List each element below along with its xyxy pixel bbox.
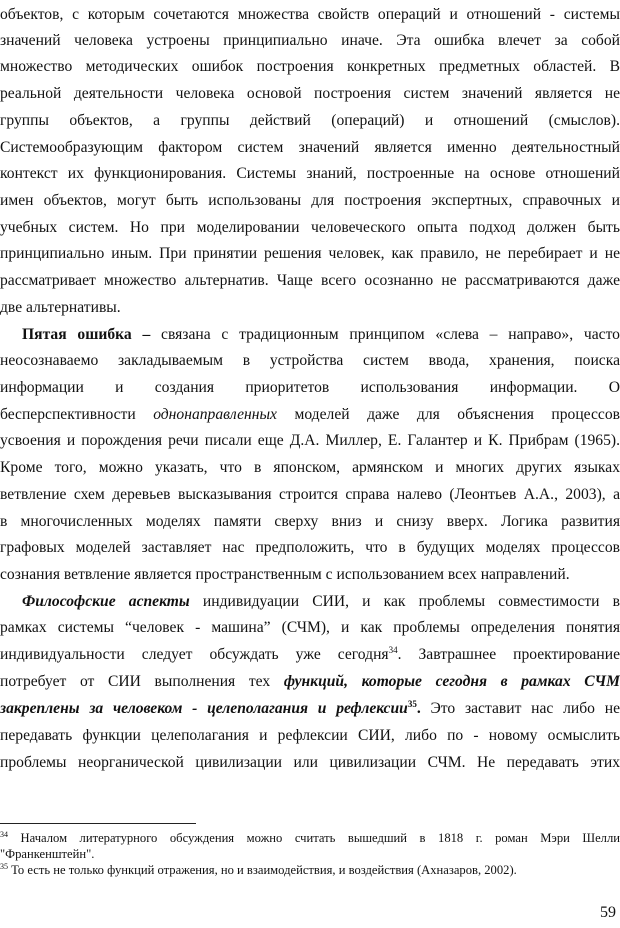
text-line: Системообразующим фактором систем значений является именно деятельностный bbox=[0, 139, 620, 156]
text-line: Пятая ошибка – связана с традиционным принципом «слева – направо», часто bbox=[22, 326, 620, 343]
text-line: проблемы неорганической цивилизации или цивилизации СЧМ. Не передавать этих bbox=[0, 754, 620, 771]
text-line: в многочисленных моделях памяти сверху вниз и снизу вверх. Логика развития bbox=[0, 513, 620, 530]
bold-italic-heading: Философские аспекты bbox=[22, 593, 190, 610]
text-line: реальной деятельности человека основой построения систем значений является не bbox=[0, 85, 620, 102]
text-line: графовых моделей заставляет нас предположить, что в будущих моделях процессов bbox=[0, 539, 620, 556]
footnote-divider bbox=[0, 823, 196, 824]
text-line: ветвление схем деревьев высказывания строится справа налево (Леонтьев А.А., 2003), а bbox=[0, 486, 620, 503]
text-line: множество методических ошибок построения конкретных предметных областей. В bbox=[0, 58, 620, 75]
text-line: неосознаваемо закладываемым в устройства систем ввода, хранения, поиска bbox=[0, 352, 620, 369]
bold-italic-phrase: функций, которые сегодня в рамках СЧМ bbox=[283, 673, 620, 690]
text-line: информации и создания приоритетов использования информации. О bbox=[0, 379, 620, 396]
footnote-ref-34: 34 bbox=[388, 644, 398, 655]
text-line: потребует от СИИ выполнения тех функций, которые сегодня в рамках СЧМ bbox=[0, 673, 620, 690]
bold-heading: Пятая ошибка – bbox=[22, 326, 151, 343]
text-line: учебных систем. Но при моделировании человеческого опыта подход должен быть bbox=[0, 219, 620, 236]
text-line: рассматривает множество альтернатив. Чаще всего осознанно не рассматриваются даже bbox=[0, 272, 620, 289]
footnote-34: $^{34}$ Началом литературного обсуждения можно считать вышедший в 1818 г. роман Мэри Шелли bbox=[0, 830, 620, 845]
text-line: передавать функции целеполагания и рефлексии СИИ, либо по - новому осмыслить bbox=[0, 727, 620, 744]
text-line: индивидуальности следует обсуждать уже сегодня$^{34}$. Завтрашнее проектирование bbox=[0, 644, 620, 663]
text-line: бесперспективности однонаправленных моделей даже для объяснения процессов bbox=[0, 406, 620, 423]
text-line: объектов, с которым сочетаются множества свойств операций и отношений - системы bbox=[0, 6, 620, 23]
italic-term: однонаправленных bbox=[153, 406, 277, 423]
footnote-ref-35: 35 bbox=[407, 698, 417, 709]
footnote-34-cont: "Франкенштейн". bbox=[0, 847, 95, 861]
text-line: Философские аспекты индивидуации СИИ, и как проблемы совместимости в bbox=[22, 593, 620, 610]
text-line: группы объектов, а группы действий (операций) и отношений (смыслов). bbox=[0, 112, 620, 129]
text-line: усвоения и порождения речи писали еще Д.А. Миллер, Е. Галантер и К. Прибрам (1965). bbox=[0, 432, 620, 449]
text-line: закреплены за человеком - целеполагания и рефлексии$^{35}$. Это заставит нас либо не bbox=[0, 698, 620, 717]
text-line: сознания ветвление является пространственным с использованием всех направлений. bbox=[0, 566, 570, 583]
text-line: рамках системы “человек - машина” (СЧМ), и как проблемы определения понятия bbox=[0, 619, 620, 636]
page-number: 59 bbox=[600, 904, 616, 921]
text-line: имен объектов, могут быть использованы для построения экспертных, справочных и bbox=[0, 192, 620, 209]
text-line: Кроме того, можно указать, что в японском, армянском и многих других языках bbox=[0, 459, 620, 476]
text-line: значений человека устроены принципиально иначе. Эта ошибка влечет за собой bbox=[0, 32, 620, 49]
text-line: две альтернативы. bbox=[0, 299, 121, 316]
bold-italic-phrase: закреплены за человеком - целеполагания и рефлексии bbox=[0, 700, 408, 717]
text-line: контекст их функционирования. Системы знаний, построенные на основе отношений bbox=[0, 165, 620, 182]
footnote-35: $^{35}$ То есть не только функций отражения, но и взаимодействия, и воздействия (Ахназаров, 2002). bbox=[0, 862, 517, 877]
text-line: принципиально иным. При принятии решения человек, как правило, не перебирает и не bbox=[0, 245, 620, 262]
